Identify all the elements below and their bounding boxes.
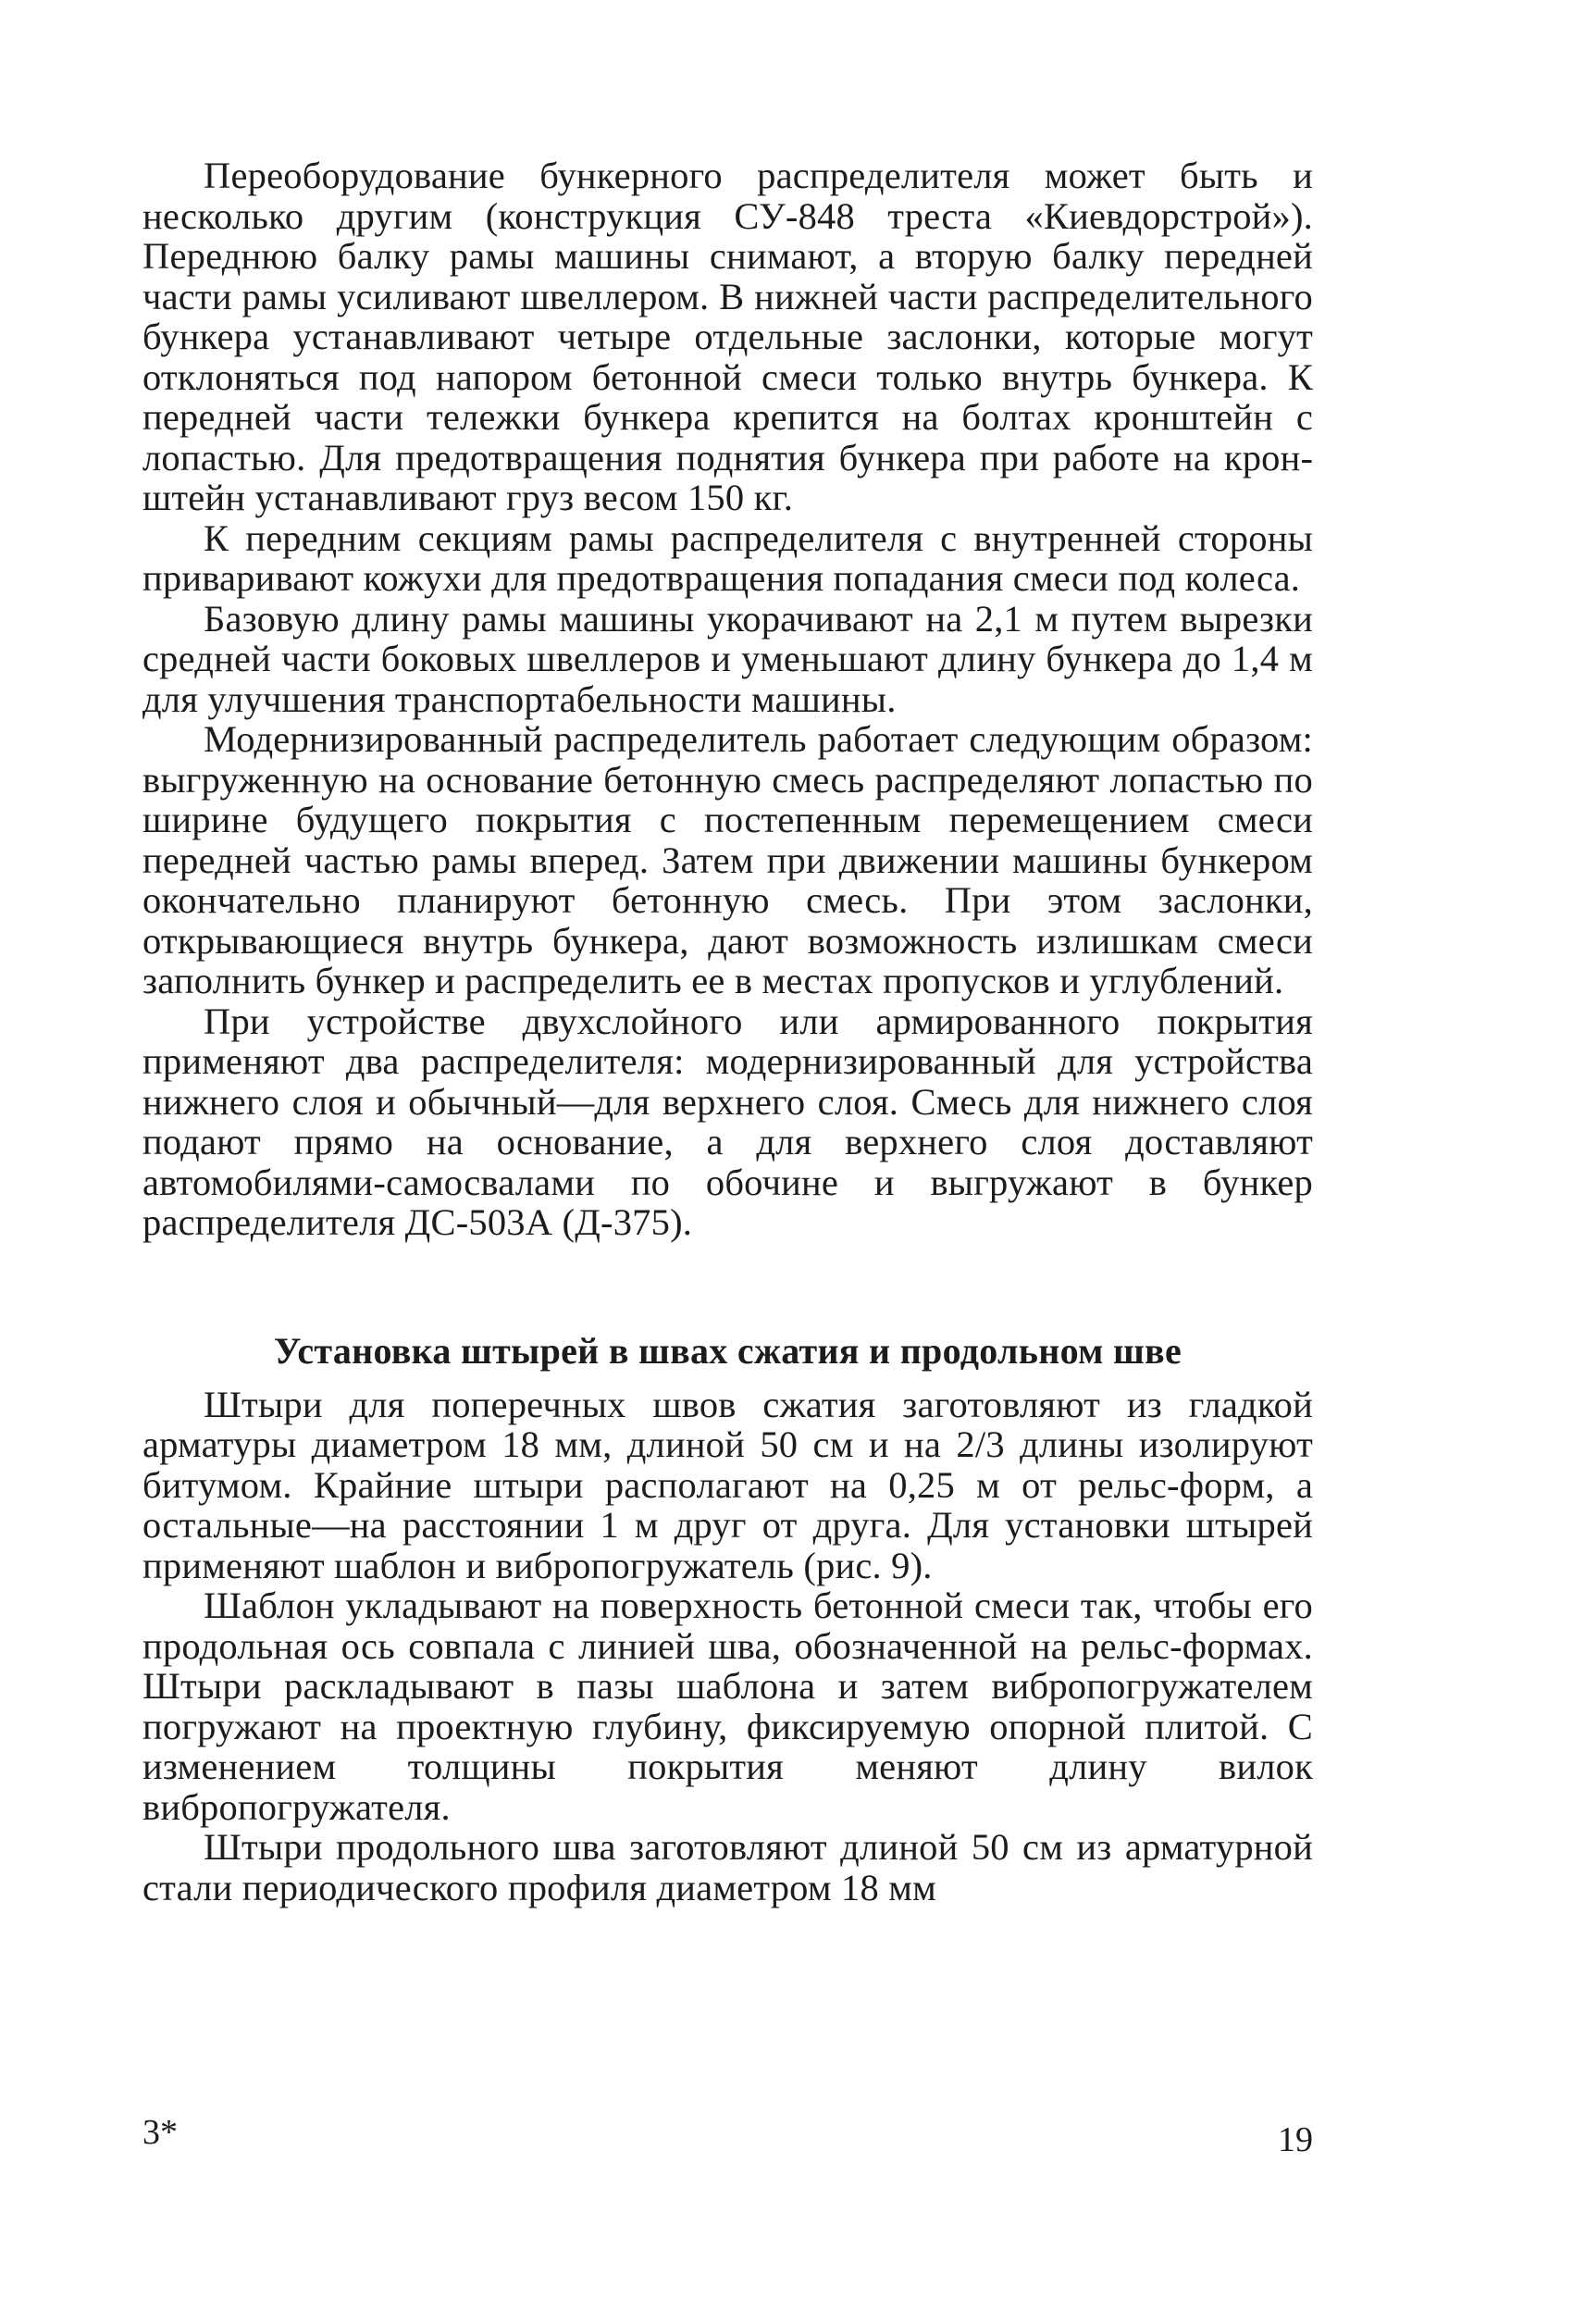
- paragraph: Шаблон укладывают на поверхность бетонной смеси так, чтобы его продольная ось совпала с линией шва, обозначенной на рельс-формах. Штыри раскладывают в пазы шаблона и затем вибропогружателем погружают на проектную глубину, фиксируемую опорной плитой. С изменением толщины покрытия меняют длину вилок вибропогружателя.: [142, 1585, 1313, 1828]
- text-column: [142, 155, 1313, 1908]
- signature-mark: 3*: [142, 2113, 178, 2152]
- page-number: 19: [1278, 2120, 1313, 2159]
- paragraph: Штыри для поперечных швов сжатия заготовляют из гладкой арматуры диаметром 18 мм, длиной 50 см и на 2/3 длины изолируют битумом. Крайние штыри располагают на 0,25 м от рельс-форм, а остальные—на расстоянии 1 м друг от друга. Для установки штырей применяют шаблон и вибропогружатель (рис. 9).: [142, 1383, 1313, 1586]
- paragraph: К передним секциям рамы распределителя с внутренней стороны приваривают кожухи для предотвращения попадания смеси под колеса.: [142, 516, 1313, 599]
- paragraph: Базовую длину рамы машины укорачивают на 2,1 м путем вырезки средней части боковых швеллеров и уменьшают длину бункера до 1,4 м для улучшения транспортабельности машины.: [142, 597, 1313, 720]
- paragraph: Переоборудование бункерного распределителя может быть и несколько другим (конструкция СУ-848 треста «Киевдорстрой»). Переднюю балку рамы машины снимают, а вторую балку передней части рамы усиливают швеллером. В нижней части распределительного бункера устанавливают четыре отдельные заслонки, которые могут отклоняться под напором бетонной смеси только внутрь бункера. К передней части тележки бункера крепится на болтах кронштейн с лопастью. Для предотвращения поднятия бункера при работе на кронштейн устанавливают груз весом 150 кг.: [142, 155, 1313, 518]
- page-footer: [142, 2112, 1313, 2158]
- section-heading: Установка штырей в швах сжатия и продольном шве: [274, 1329, 1182, 1372]
- paragraph: Модернизированный распределитель работает следующим образом: выгруженную на основание бетонную смесь распределяют лопастью по ширине будущего покрытия с постепенным перемещением смеси передней частью рамы вперед. Затем при движении машины бункером окончательно планируют бетонную смесь. При этом заслонки, открывающиеся внутрь бункера, дают возможность излишкам смеси заполнить бункер и распределить ее в местах пропусков и углублений.: [142, 718, 1313, 1001]
- paragraph: Штыри продольного шва заготовляют длиной 50 см из арматурной стали периодического профиля диаметром 18 мм: [142, 1826, 1313, 1908]
- paragraph: При устройстве двухслойного или армированного покрытия применяют два распределителя: модернизированный для устройства нижнего слоя и обычный—для верхнего слоя. Смесь для нижнего слоя подают прямо на основание, а для верхнего слоя доставляют автомобилями-самосвалами по обочине и выгружают в бункер распределителя ДС-503А (Д-375).: [142, 1000, 1313, 1243]
